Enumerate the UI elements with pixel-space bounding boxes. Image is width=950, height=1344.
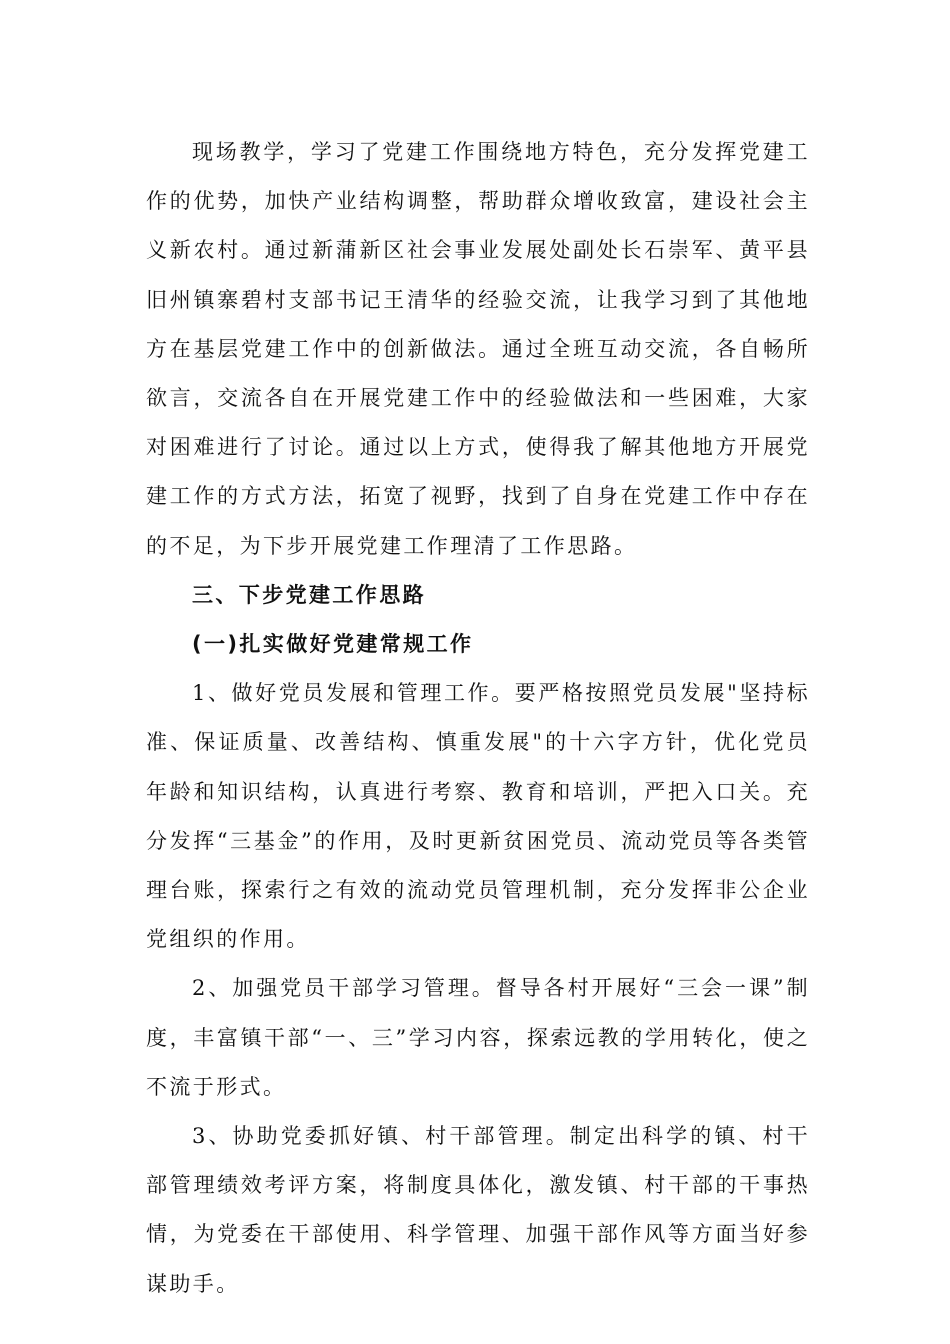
list-item: 2、加强党员干部学习管理。督导各村开展好“三会一课”制度，丰富镇干部“一、三”学习内容，探索远教的学用转化，使之不流于形式。 <box>146 976 810 1099</box>
subsection-heading: (一)扎实做好党建常规工作 <box>192 632 474 657</box>
list-item: 1、做好党员发展和管理工作。要严格按照党员发展"坚持标准、保证质量、改善结构、慎重发展"的十六字方针，优化党员年龄和知识结构，认真进行考察、教育和培训，严把入口关。充分发挥“三基金”的作用，及时更新贫困党员、流动党员等各类管理台账，探索行之有效的流动党员管理机制，充分发挥非公企业党组织的作用。 <box>146 681 810 952</box>
list-item: 3、协助党委抓好镇、村干部管理。制定出科学的镇、村干部管理绩效考评方案，将制度具体化，激发镇、村干部的干事热情，为党委在干部使用、科学管理、加强干部作风等方面当好参谋助手。 <box>146 1124 810 1296</box>
body-paragraph: 现场教学，学习了党建工作围绕地方特色，充分发挥党建工作的优势，加快产业结构调整，帮助群众增收致富，建设社会主义新农村。通过新蒲新区社会事业发展处副处长石崇军、黄平县旧州镇寨碧村支部书记王清华的经验交流，让我学习到了其他地方在基层党建工作中的创新做法。通过全班互动交流，各自畅所欲言，交流各自在开展党建工作中的经验做法和一些困难，大家对困难进行了讨论。通过以上方式，使得我了解其他地方开展党建工作的方式方法，拓宽了视野，找到了自身在党建工作中存在的不足，为下步开展党建工作理清了工作思路。 <box>146 140 810 558</box>
document-body <box>146 128 810 1309</box>
section-heading: 三、下步党建工作思路 <box>192 582 426 607</box>
